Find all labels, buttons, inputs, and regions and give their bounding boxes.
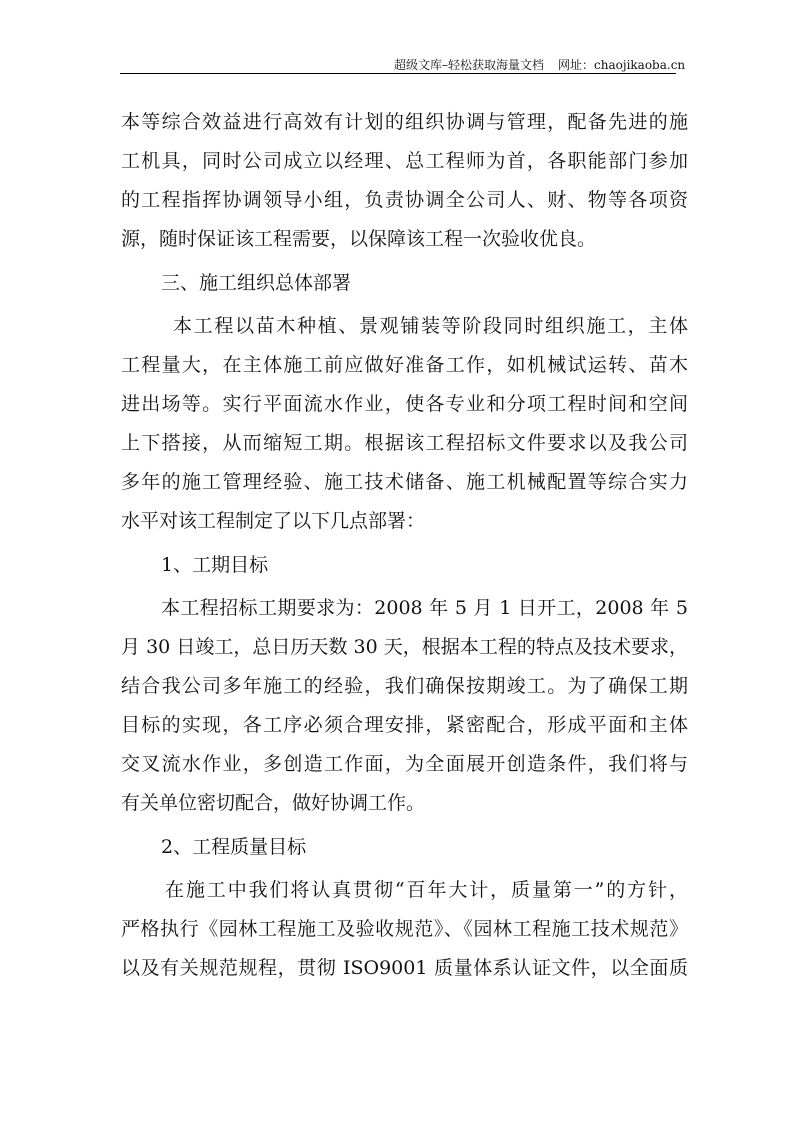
header-rule <box>120 73 676 74</box>
paragraph-line: 多年的施工管理经验、施工技术储备、施工机械配置等综合实力 <box>121 471 688 493</box>
paragraph-line: 的工程指挥协调领导小组，负责协调全公司人、财、物等各项资 <box>121 189 688 211</box>
paragraph-line: 本工程以苗木种植、景观铺装等阶段同时组织施工，主体 <box>173 315 688 337</box>
paragraph-line: 有关单位密切配合，做好协调工作。 <box>121 792 426 814</box>
paragraph-line: 工程量大，在主体施工前应做好准备工作，如机械试运转、苗木 <box>121 354 688 376</box>
section-heading: 2、工程质量目标 <box>161 836 307 858</box>
page-header <box>380 56 686 73</box>
section-heading: 三、施工组织总体部署 <box>161 272 352 294</box>
paragraph-line: 结合我公司多年施工的经验，我们确保按期竣工。为了确保工期 <box>121 675 688 697</box>
paragraph-line: 严格执行《园林工程施工及验收规范》、《园林工程施工技术规范》 <box>121 918 688 940</box>
paragraph-line: 交叉流水作业，多创造工作面，为全面展开创造条件，我们将与 <box>121 753 688 775</box>
section-heading: 1、工期目标 <box>161 554 269 576</box>
header-site: 超级文库–轻松获取海量文档 <box>394 58 545 72</box>
paragraph-line: 进出场等。实行平面流水作业，使各专业和分项工程时间和空间 <box>121 393 688 415</box>
paragraph-line: 源，随时保证该工程需要，以保障该工程一次验收优良。 <box>121 228 597 250</box>
paragraph-line: 本等综合效益进行高效有计划的组织协调与管理，配备先进的施 <box>121 111 688 133</box>
paragraph-line: 月 30 日竣工，总日历天数 30 天，根据本工程的特点及技术要求， <box>121 636 688 658</box>
paragraph-line: 目标的实现，各工序必须合理安排，紧密配合，形成平面和主体 <box>121 714 688 736</box>
paragraph-line: 以及有关规范规程，贯彻 ISO9001 质量体系认证文件，以全面质 <box>121 957 688 979</box>
paragraph-line: 上下搭接，从而缩短工期。根据该工程招标文件要求以及我公司 <box>121 432 688 454</box>
paragraph-line: 水平对该工程制定了以下几点部署： <box>121 510 426 532</box>
paragraph-line: 本工程招标工期要求为：2008 年 5 月 1 日开工，2008 年 5 <box>161 597 688 619</box>
paragraph-line: 在施工中我们将认真贯彻“百年大计，质量第一”的方针， <box>165 879 688 901</box>
header-url: 网址：chaojikaoba.cn <box>558 58 686 72</box>
paragraph-line: 工机具，同时公司成立以经理、总工程师为首，各职能部门参加 <box>121 150 688 172</box>
